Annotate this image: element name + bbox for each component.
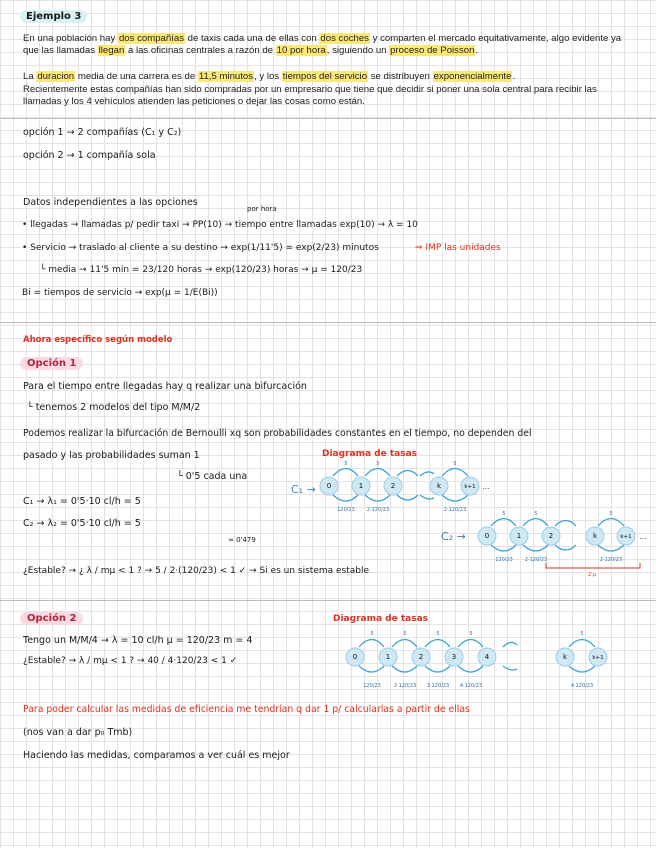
statement-paragraph-2: La duracion media de una carrera es de 11,5 minutos, y los tiempos del servicio se distribuyen exponencialmente. bbox=[23, 71, 516, 82]
m4-node-k-label: k bbox=[562, 653, 568, 661]
two-mu-bracket bbox=[546, 563, 640, 568]
c1-node-0-label: 0 bbox=[326, 482, 332, 490]
m4-lambda-label: 5 bbox=[436, 631, 440, 637]
c2-lambda-label: 5 bbox=[502, 511, 506, 517]
c2-node-1-label: 1 bbox=[516, 532, 522, 540]
c1-node-2-label: 2 bbox=[390, 482, 396, 490]
m4-node-4-label: 4 bbox=[484, 653, 490, 661]
m4-mu-label: 3·120/23 bbox=[426, 683, 450, 689]
two-mu-label: 2·μ bbox=[588, 572, 596, 578]
m4-mu-label: 4·120/23 bbox=[570, 683, 594, 689]
c2-node-0-label: 0 bbox=[484, 532, 490, 540]
diagram-title: Diagrama de tasas bbox=[333, 614, 429, 624]
c2-node-2-label: 2 bbox=[548, 532, 554, 540]
c1-node-k-label: k bbox=[436, 482, 442, 490]
m4-mu-label: 120/23 bbox=[363, 683, 381, 689]
c2-node-k-label: k bbox=[592, 532, 598, 540]
c1-lambda-label: 5 bbox=[376, 461, 380, 467]
c2-lambda-label: 5 bbox=[609, 511, 613, 517]
m-m-4-chain bbox=[346, 631, 607, 689]
c1-lambda-label: 5 bbox=[453, 461, 457, 467]
c1-mu-label: 120/23 bbox=[337, 507, 355, 513]
c1-diagram-label: C₁ → bbox=[291, 483, 316, 496]
opcion-1-line-4: pasado y las probabilidades suman 1 bbox=[23, 450, 200, 461]
m4-lambda-label: 5 bbox=[403, 631, 407, 637]
c2-mu-label: 2·120/23 bbox=[599, 557, 623, 563]
divider bbox=[0, 600, 656, 601]
c1-node-k1-label: k+1 bbox=[464, 484, 476, 490]
c1-lambda-label: 5 bbox=[344, 461, 348, 467]
c2-lambda-label: 5 bbox=[534, 511, 538, 517]
final-line-1: Para poder calcular las medidas de eficiencia me tendrían q dar 1 p/ calcularlas a partir de ellas bbox=[23, 704, 470, 715]
opcion-1-line-5: └ 0'5 cada una bbox=[177, 471, 248, 482]
c1-mu-label: 2·120/23 bbox=[366, 507, 390, 513]
c1-node-1-label: 1 bbox=[358, 482, 364, 490]
divider bbox=[0, 118, 656, 119]
m4-node-0-label: 0 bbox=[352, 653, 358, 661]
stability-approx: ≈ 0'479 bbox=[228, 536, 256, 544]
opcion-1-label: Opción 1 bbox=[20, 357, 83, 370]
c1-mu-label: 2·120/23 bbox=[443, 507, 467, 513]
imp-units-note: ⇒ IMP las unidades bbox=[415, 243, 501, 253]
c2-rate-line: C₂ → λ₂ = 0'5·10 cl/h = 5 bbox=[23, 518, 141, 529]
c2-node-k1-label: k+1 bbox=[620, 534, 632, 540]
por-hora-annotation: por hora bbox=[247, 205, 277, 213]
m4-node-3-label: 3 bbox=[451, 653, 457, 661]
final-line-3: Haciendo las medidas, comparamos a ver cuál es mejor bbox=[23, 750, 290, 761]
opcion-1-stability: ¿Estable? → ¿ λ / mμ < 1 ? → 5 / 2·(120/23) < 1 ✓ → Si es un sistema estable bbox=[23, 566, 370, 576]
servicio-line: • Servicio → traslado al cliente a su destino → exp(1/11'5) = exp(2/23) minutos bbox=[22, 243, 379, 253]
statement-paragraph-3: Recientemente estas compañías han sido compradas por un empresario que tiene que decidir si poner una sola central para recibir las llamadas y los 4 vehículos atienden las peticiones o dejar las cosas como están. bbox=[23, 84, 597, 108]
modelo-heading: Ahora específico según modelo bbox=[23, 335, 173, 345]
llegadas-line: • llegadas → llamadas p/ pedir taxi → PP(10) → tiempo entre llamadas exp(10) → λ = 10 bbox=[22, 220, 418, 230]
m4-lambda-label: 5 bbox=[469, 631, 473, 637]
opcion-1-line-2: └ tenemos 2 modelos del tipo M/M/2 bbox=[27, 402, 201, 413]
c2-chain bbox=[478, 511, 646, 578]
c2-ellipsis: ... bbox=[639, 533, 647, 541]
c2-diagram-label: C₂ → bbox=[441, 530, 466, 543]
final-line-2: (nos van a dar p₀ Tmb) bbox=[23, 727, 133, 738]
c1-chain bbox=[320, 461, 489, 513]
option-2-line: opción 2 → 1 compañía sola bbox=[23, 150, 156, 161]
c1-ellipsis: ... bbox=[482, 483, 490, 491]
m4-node-1-label: 1 bbox=[385, 653, 391, 661]
datos-heading: Datos independientes a las opciones bbox=[23, 197, 198, 208]
bi-line: Bi = tiempos de servicio → exp(μ = 1/E(Bi)) bbox=[22, 288, 218, 298]
m4-lambda-label: 5 bbox=[580, 631, 584, 637]
m4-node-2-label: 2 bbox=[418, 653, 424, 661]
opcion-1-line-1: Para el tiempo entre llegadas hay q realizar una bifurcación bbox=[23, 381, 307, 392]
c2-mu-label: 120/23 bbox=[495, 557, 513, 563]
option-1-line: opción 1 → 2 compañías (C₁ y C₂) bbox=[23, 127, 182, 138]
opcion-2-diagram bbox=[335, 625, 635, 695]
media-line: └ media → 11'5 min = 23/120 horas → exp(120/23) horas → μ = 120/23 bbox=[40, 265, 363, 275]
divider bbox=[0, 322, 656, 323]
opcion-2-line-1: Tengo un M/M/4 → λ = 10 cl/h μ = 120/23 m = 4 bbox=[23, 635, 253, 646]
opcion-2-label: Opción 2 bbox=[20, 612, 83, 625]
m4-mu-label: 4·120/23 bbox=[459, 683, 483, 689]
opcion-2-stability: ¿Estable? → λ / mμ < 1 ? → 40 / 4·120/23 < 1 ✓ bbox=[23, 656, 238, 666]
diagram-title: Diagrama de tasas bbox=[322, 449, 418, 459]
m4-lambda-label: 5 bbox=[370, 631, 374, 637]
opcion-1-line-3: Podemos realizar la bifurcación de Bernoulli xq son probabilidades constantes en el tiempo, no dependen del bbox=[23, 428, 532, 439]
opcion-1-diagrams bbox=[300, 455, 656, 580]
m4-node-k1-label: k+1 bbox=[592, 655, 604, 661]
page-title: Ejemplo 3 bbox=[20, 10, 87, 23]
m4-mu-label: 2·120/23 bbox=[393, 683, 417, 689]
statement-paragraph-1: En una población hay dos compañías de taxis cada una de ellas con dos coches y comparten el mercado equitativamente, algo evidente ya que las llamadas llegan a las oficinas centrales a razón de 10 por hora, siguiendo un proceso de Poisson. bbox=[23, 33, 622, 57]
c2-mu-label: 2·120/23 bbox=[524, 557, 548, 563]
c1-rate-line: C₁ → λ₁ = 0'5·10 cl/h = 5 bbox=[23, 496, 141, 507]
